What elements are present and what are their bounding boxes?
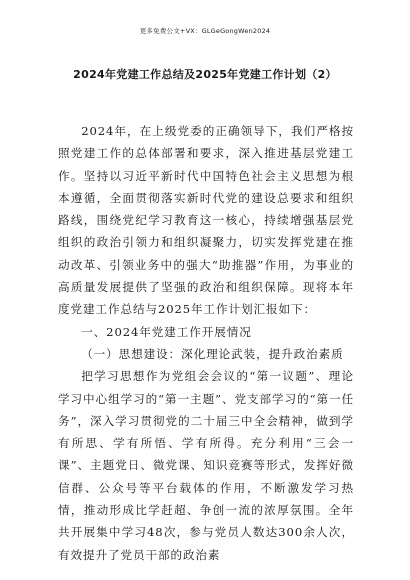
header-note: 更多免费公文+VX：GLGeGongWen2024 [139,27,271,35]
section-heading: 一、2024年党建工作开展情况 [81,324,252,339]
intro-paragraph: 2024年，在上级党委的正确领导下，我们严格按照党建工作的总体部署和要求，深入推进基层党建工作。坚持以习近平新时代中国特色社会主义思想为根本遵循，全面贯彻落实新时代党的建设总要求和组织路线，围绕党纪学习教育这一核心，持续增强基层党组织的政治引领力和组织凝聚力，切实发挥党建在推动改革、引领业务中的强大“助推器”作用，为事业的高质量发展提供了坚强的政治和组织保障。现将本年度党建工作总结与2025年工作计划汇报如下： [58,124,354,317]
document-body [58,120,354,566]
subsection-heading: （一）思想建设：深化理论武装，提升政治素质 [81,346,344,361]
body-paragraph: 把学习思想作为党组会会议的“第一议题”、理论学习中心组学习的“第一主题”、党支部学习的“第一任务”，深入学习贯彻党的二十届三中全会精神，做到学有所思、学有所悟、学有所得。充分利用“三会一课”、主题党日、微党课、知识竞赛等形式，发挥好微信群、公众号等平台载体的作用，不断激发学习热情，推动形成比学赶超、争创一流的浓厚氛围。全年共开展集中学习48次，参与党员人数达300余人次，有效提升了党员干部的政治素 [58,369,354,562]
document-title: 2024年党建工作总结及2025年党建工作计划（2） [73,68,337,81]
